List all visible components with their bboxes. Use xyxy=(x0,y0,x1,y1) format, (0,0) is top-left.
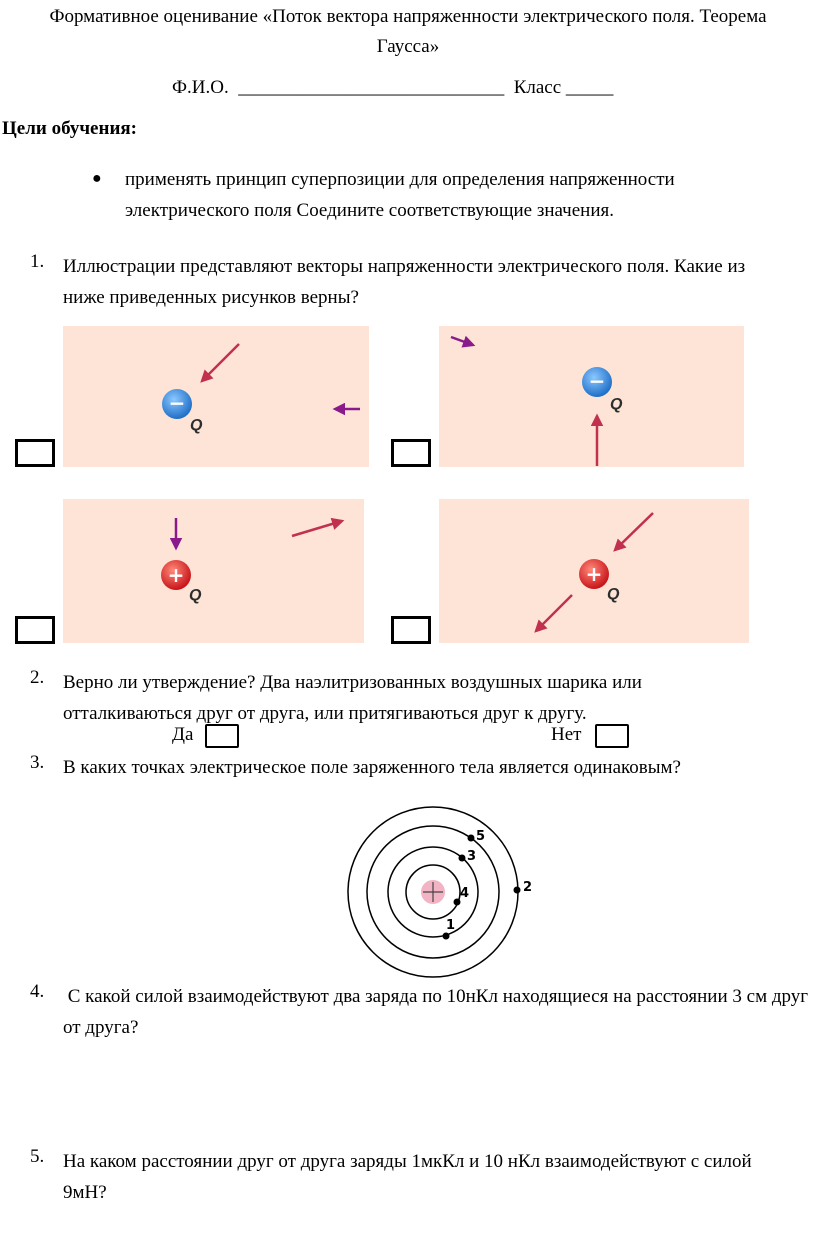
charge-label: Q xyxy=(189,587,202,604)
answer-checkbox-a[interactable] xyxy=(15,439,55,467)
question-2-text: Верно ли утверждение? Два наэлитризованных воздушных шарика или отталкиваються друг от друга, или притягиваються друг к другу. xyxy=(63,672,642,724)
field-vector xyxy=(202,344,239,381)
figure-panel-a-drawing xyxy=(63,326,369,467)
point-label: 1 xyxy=(446,918,456,933)
figure-panel-b-drawing xyxy=(439,326,744,467)
option-no-label: Нет xyxy=(551,724,582,745)
svg-text:−: − xyxy=(588,369,606,393)
answer-checkbox-d[interactable] xyxy=(391,616,431,644)
point-3 xyxy=(459,855,466,862)
svg-text:+: + xyxy=(167,563,185,587)
point-5 xyxy=(468,835,475,842)
question-4-number: 4. xyxy=(30,981,45,1002)
option-yes-checkbox[interactable] xyxy=(205,724,239,748)
point-label: 5 xyxy=(476,829,486,844)
point-label: 4 xyxy=(460,886,470,901)
point-2 xyxy=(514,887,521,894)
svg-text:−: − xyxy=(168,391,186,415)
point-label: 3 xyxy=(467,849,477,864)
title-line-2: Гаусса» xyxy=(376,36,440,57)
name-class-line: Ф.И.О. ____________________________ Класс _____ xyxy=(172,77,614,98)
field-vector xyxy=(292,521,342,536)
point-label: 2 xyxy=(523,880,533,895)
question-5-text: На каком расстоянии друг от друга заряды 1мкКл и 10 нКл взаимодействуют с силой 9мН? xyxy=(63,1151,752,1203)
goals-heading: Цели обучения: xyxy=(2,118,137,139)
charge-label: Q xyxy=(190,417,203,434)
point-1 xyxy=(443,933,450,940)
question-4-text: С какой силой взаимодействуют два заряда по 10нКл находящиеся на расстоянии 3 см друг от друга? xyxy=(63,986,813,1038)
question-1-text: Иллюстрации представляют векторы напряженности электрического поля. Какие из ниже приведенных рисунков верны? xyxy=(63,256,746,308)
question-3-text: В каких точках электрическое поле заряженного тела является одинаковым? xyxy=(63,757,681,778)
svg-text:+: + xyxy=(585,562,603,586)
goal-bullet-text: применять принцип суперпозиции для определения напряженности электрического поля Соедините соответствующие значения. xyxy=(125,169,675,221)
answer-checkbox-c[interactable] xyxy=(15,616,55,644)
field-vector xyxy=(451,337,473,345)
field-vector xyxy=(536,595,572,631)
figure-panel-d-drawing xyxy=(439,499,749,643)
charge-label: Q xyxy=(610,396,623,413)
question-3-number: 3. xyxy=(30,752,45,773)
title-line-1: Формативное оценивание «Поток вектора напряженности электрического поля. Теорема xyxy=(49,6,767,27)
question-1-number: 1. xyxy=(30,251,45,272)
bullet-point: ● xyxy=(92,170,102,187)
concentric-circles-diagram xyxy=(340,800,533,980)
option-yes-label: Да xyxy=(172,724,194,745)
question-2-number: 2. xyxy=(30,667,45,688)
answer-checkbox-b[interactable] xyxy=(391,439,431,467)
field-vector xyxy=(615,513,653,550)
page-title xyxy=(0,2,816,62)
question-5-number: 5. xyxy=(30,1146,45,1167)
option-no-checkbox[interactable] xyxy=(595,724,629,748)
figure-panel-c-drawing xyxy=(63,499,364,643)
charge-label: Q xyxy=(607,586,620,603)
